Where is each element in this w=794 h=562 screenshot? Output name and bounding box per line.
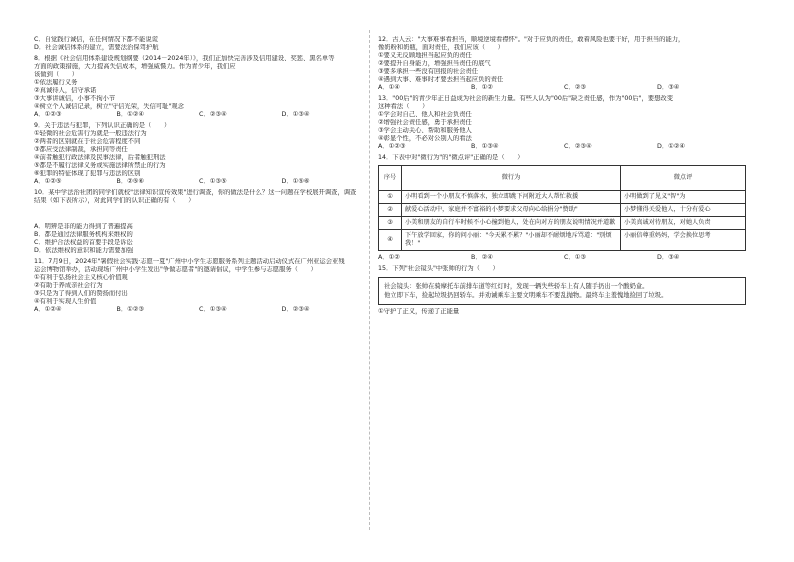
row-action: 下午放学回家，你的问小丽："今天累不累？"小丽却不耐烦地斥骂道："别烦我！": [402, 230, 621, 251]
q14-option-a[interactable]: A．①②: [378, 254, 400, 261]
q13-stem-1: 13．"00后"的青少年正日益成为社会的新生力量。有些人认为"00后"缺乏责任感，作为"00后"，要想改变: [378, 95, 674, 102]
table-header-index: 序号: [379, 166, 402, 191]
q13-item: ③学会主动关心、帮助和服务他人: [378, 127, 472, 134]
q11-option-d[interactable]: D．②③④: [281, 306, 310, 313]
q14-stem: 14．下表中对"微行为"的"微点评"正确的是（ ）: [378, 154, 524, 161]
q8-option-a[interactable]: A．①②③: [34, 111, 62, 118]
q9-item: ②两者的区别就在于社会危害程度不同: [34, 138, 141, 145]
question-10: [34, 189, 364, 255]
table-header-action: 微行为: [402, 166, 621, 191]
q11-item: ②有助于养成亲社会行为: [34, 282, 103, 289]
q8-item: ④树立个人诚信记录，树立"守信光荣，失信可耻"观念: [34, 103, 184, 110]
q14-options: [378, 254, 750, 262]
row-comment: 小美真诚对待朋友，对她人负责: [621, 217, 746, 230]
table-header-comment: 微点评: [621, 166, 746, 191]
q12-option-b[interactable]: B．①②: [471, 84, 493, 91]
q8-option-c[interactable]: C．②③④: [199, 111, 227, 118]
q13-option-d[interactable]: D．①②④: [657, 143, 686, 150]
q8-stem-3: 该做到（ ）: [34, 71, 79, 78]
q7-option-c: C．自觉践行诚信，在任何情况下都不能说谎: [34, 36, 159, 43]
q11-options: [34, 306, 364, 314]
q13-item: ④彰显个性，不必对公别人的看法: [378, 135, 472, 142]
q11-item: ③只是为了得到人们的赞扬而付出: [34, 290, 128, 297]
q11-item: ①有利于弘扬社会主义核心价值观: [34, 274, 128, 281]
q8-item: ③大事讲诚信，小事不拘小节: [34, 95, 116, 102]
q14-table: [378, 165, 746, 251]
row-comment: 小明做到了见义"智"为: [621, 191, 746, 204]
q15-stem: 15．下列"社会镜头"中张帅的行为（ ）: [378, 265, 499, 272]
q9-item: ⑥犯罪的特征体现了犯罪与违法的区别: [34, 170, 141, 177]
q13-options: [378, 143, 750, 151]
q12-item: ④遇到大事、难事时才要去担当起应负的责任: [378, 76, 504, 83]
q12-item: ①要义无反顾地担当起应负的责任: [378, 52, 472, 59]
q8-options: [34, 111, 364, 119]
q8-item: ②真诚待人，信守承诺: [34, 87, 97, 94]
q13-stem-2: 这种看法（ ）: [378, 103, 429, 110]
table-row: [379, 230, 746, 251]
table-row: [379, 204, 746, 217]
q13-option-c[interactable]: C．②③④: [564, 143, 592, 150]
q11-option-c[interactable]: C．①③④: [199, 306, 227, 313]
q9-item: ④前者触犯行政法律及民事法律，后者触犯刑法: [34, 154, 166, 161]
q11-option-a[interactable]: A．①②④: [34, 306, 62, 313]
q9-option-d[interactable]: D．①⑤⑥: [281, 178, 310, 185]
q9-item: ③都应受法律制裁，承担同等责任: [34, 146, 128, 153]
q8-stem-2: 方面的政策措施，大力提高失信成本，增强威慑力。作为青少年，我们应: [34, 63, 236, 70]
q10-option-d[interactable]: D．依法维权的意识和能力需要加强: [34, 247, 134, 254]
q12-option-d[interactable]: D．③④: [657, 84, 680, 91]
left-column: [34, 36, 364, 314]
question-8: [34, 55, 364, 119]
q9-option-b[interactable]: B．②⑤⑥: [116, 178, 145, 185]
q12-item: ③要多承担一些没有回报的社会责任: [378, 68, 479, 75]
table-row: [379, 217, 746, 230]
q15-scenario-line: 他立即下车，捡起垃圾扔回轿车。并劝诫乘车主要文明乘车不要乱抛物。最终车主羞愧地捡回了垃圾。: [384, 292, 668, 299]
q8-item: ①依法履行义务: [34, 79, 78, 86]
q8-option-b[interactable]: B．①②④: [116, 111, 145, 118]
question-13: [378, 95, 750, 151]
question-9: [34, 122, 364, 186]
row-index: ②: [379, 204, 402, 217]
q13-item: ②增强社会责任感，勇于承担责任: [378, 119, 472, 126]
q8-option-d[interactable]: D．①③④: [281, 111, 310, 118]
q15-scenario-box: [378, 277, 746, 305]
q12-options: [378, 84, 750, 92]
q12-stem-2: 像奶粉和奶瓶，面对责任，我们应该（ ）: [378, 44, 504, 51]
q11-stem-1: 11．7月9日，2024年"暑假社会实践·志愿一夏"广州中小学生志愿服务系列主题活动启动仪式在广州亚运会亚残: [34, 258, 345, 265]
table-row: [379, 191, 746, 204]
q7-option-d: D．社会诚信体系的建立，需要法治保驾护航: [34, 44, 159, 51]
row-comment: 小丽倍尊重妈妈，学会换位思考: [621, 230, 746, 251]
q9-item: ⑤都是不履行法律义务或实施法律所禁止的行为: [34, 162, 166, 169]
q12-option-a[interactable]: A．①④: [378, 84, 400, 91]
q15-item: ①守护了正义，传递了正能量: [378, 308, 460, 315]
q10-stem-1: 10．某中学法治社团的同学们就校"法律知识宣传效果"进行调查，你的做法是什么？这一问题在学校展开调查，调查: [34, 189, 357, 196]
q15-scenario-line: 社会镜头：张帅在骑摩托车前排车道等红灯时，发现一辆失些轿车上有人随手扔出一个酸奶盒。: [384, 283, 649, 290]
row-action: 献爱心活动中，家庭并不富裕的小梦要求父母向心给捐分"赞助": [402, 204, 621, 217]
q9-stem: 9．关于违法与犯罪，下列认识正确的是（ ）: [34, 122, 171, 129]
q10-figure-space: [34, 205, 364, 223]
table-header-row: [379, 166, 746, 191]
q13-option-a[interactable]: A．①②③: [378, 143, 406, 150]
q10-option-a[interactable]: A．明辨是非的能力得到了普遍提高: [34, 223, 133, 230]
row-index: ④: [379, 230, 402, 251]
row-action: 小美和朋友的自行车时候不小心撞到他人，处在向对方的朋友说明情况并道歉: [402, 217, 621, 230]
column-divider: [369, 30, 370, 530]
q12-item: ②要提升自身能力，增强担当责任的底气: [378, 60, 491, 67]
question-11: [34, 258, 364, 314]
question-12: [378, 36, 750, 92]
q9-option-c[interactable]: C．①③⑤: [199, 178, 227, 185]
q11-stem-2: 运会博物馆举办，活动现场广州中小学生发出"争做志愿者"的邀请倡议，中学生参与志愿服务（ ）: [34, 266, 317, 273]
q9-option-a[interactable]: A．①②⑤: [34, 178, 62, 185]
question-15: [378, 265, 750, 316]
q12-stem-1: 12．古人云："大事难事看担当，顺境逆境看襟怀"。"对于应负的责任，敢着风险也要干好，用于担当的能力，: [378, 36, 685, 43]
row-comment: 小梦懂得关爱他人，十分有爱心: [621, 204, 746, 217]
q9-options: [34, 178, 364, 186]
row-action: 小明看到一个小朋友不慎落水，独立即跳下河附近大人帮忙救援: [402, 191, 621, 204]
q14-option-b[interactable]: B．②④: [471, 254, 493, 261]
q9-item: ①轻微的社会危害行为就是一般违法行为: [34, 130, 147, 137]
q13-option-b[interactable]: B．①③④: [471, 143, 499, 150]
question-14: [378, 154, 750, 262]
q14-option-d[interactable]: D．③④: [657, 254, 680, 261]
q10-stem-2: 结果（如下表所示），对此同学们的认识正确的有（ ）: [34, 197, 195, 204]
q11-option-b[interactable]: B．①②③: [116, 306, 145, 313]
q8-stem-1: 8．根据《社会信用体系建设规划纲要（2014－2024年）》，我们正加快完善涉及信用建设、奖惩、黑名单等: [34, 55, 335, 62]
row-index: ③: [379, 217, 402, 230]
q10-option-b[interactable]: B．都是通过法律服务机构来维权的: [34, 231, 133, 238]
q13-item: ①学会对自己、他人和社会负责任: [378, 111, 472, 118]
row-index: ①: [379, 191, 402, 204]
q14-option-c[interactable]: C．①③: [564, 254, 586, 261]
q12-option-c[interactable]: C．②③: [564, 84, 586, 91]
q10-option-c[interactable]: C．维护合法权益的首要手段是诉讼: [34, 239, 133, 246]
q11-item: ④有利于实现人生价值: [34, 298, 97, 305]
right-column: [378, 36, 750, 316]
